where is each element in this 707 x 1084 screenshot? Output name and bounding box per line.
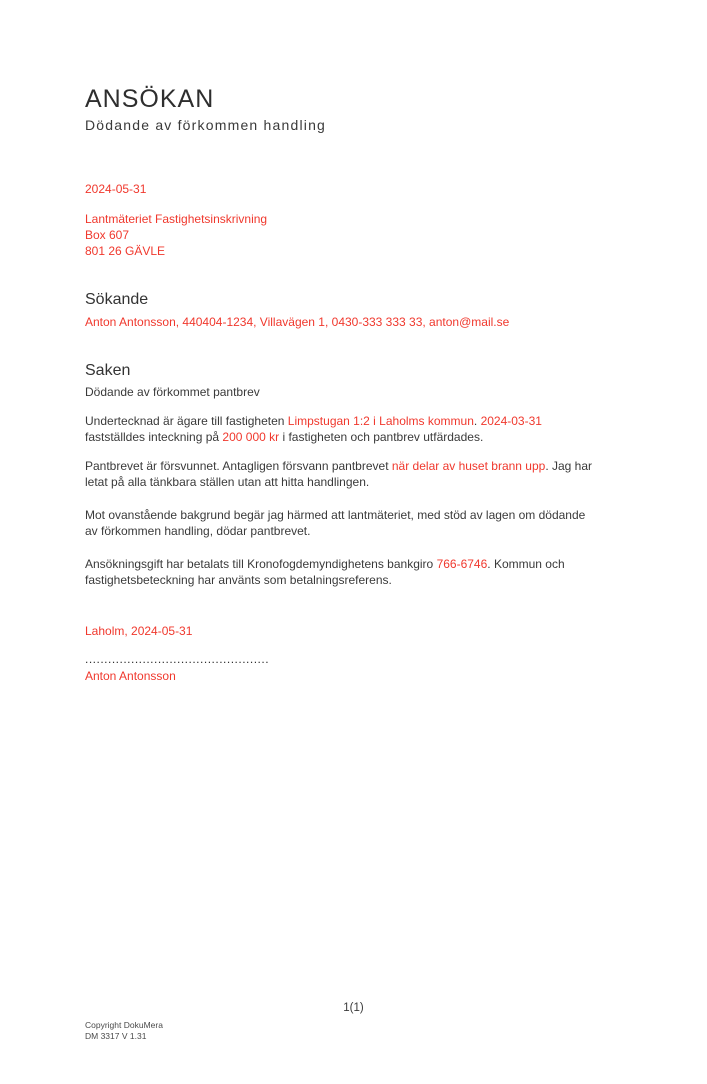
static-text: . [473, 414, 481, 428]
signature-place-date: Laholm, 2024-05-31 [85, 624, 193, 638]
letter-date: 2024-05-31 [85, 182, 147, 196]
static-text: Ansökningsgift har betalats till Kronofogdemyndighetens bankgiro [85, 557, 437, 571]
body-paragraph-request [85, 508, 647, 539]
paragraph-line: Mot ovanstående bakgrund begär jag härmed att lantmäteriet, med stöd av lagen om dödande [85, 508, 586, 522]
filled-field-mortgage-date: 2024-03-31 [480, 414, 542, 428]
static-text: fastställdes inteckning på [85, 429, 223, 444]
footer-copyright-line2: DM 3317 V 1.31 [85, 1030, 147, 1041]
section-heading-sokande: Sökande [85, 291, 149, 308]
document-title: ANSÖKAN [85, 85, 215, 113]
body-paragraph-ownership [85, 414, 647, 445]
signature-dotted-line: ................................................ [85, 652, 270, 666]
static-text: . Kommun och [487, 557, 565, 571]
filled-field-loss-reason: när delar av huset brann upp [391, 459, 546, 473]
footer-copyright-line1: Copyright DokuMera [85, 1020, 163, 1030]
filled-field-bankgiro: 766-6746 [436, 557, 488, 571]
applicant-info: Anton Antonsson, 440404-1234, Villavägen 1, 0430-333 333 33, anton@mail.se [85, 315, 510, 329]
body-paragraph-lost [85, 459, 647, 490]
paragraph-line [85, 557, 647, 573]
paragraph-line: av förkommen handling, dödar pantbrevet. [85, 523, 311, 538]
recipient-city: 801 26 GÄVLE [85, 244, 166, 258]
static-text: i fastigheten och pantbrev utfärdades. [279, 429, 484, 444]
paragraph-line [85, 414, 647, 430]
section-heading-saken: Saken [85, 362, 131, 379]
recipient-address [85, 211, 647, 259]
recipient-box: Box 607 [85, 228, 130, 242]
filled-field-amount: 200 000 kr [222, 429, 280, 444]
paragraph-line [85, 430, 647, 446]
paragraph-line: letat på alla tänkbara ställen utan att hitta handlingen. [85, 474, 370, 489]
static-text: Undertecknad är ägare till fastigheten [85, 414, 288, 428]
paragraph-line [85, 459, 647, 475]
static-text: Pantbrevet är försvunnet. Antagligen försvann pantbrevet [85, 459, 392, 473]
signature-name: Anton Antonsson [85, 669, 176, 683]
recipient-name: Lantmäteriet Fastighetsinskrivning [85, 212, 268, 226]
static-text: . Jag har [545, 459, 593, 473]
paragraph-line: fastighetsbeteckning har använts som betalningsreferens. [85, 572, 392, 587]
body-paragraph-fee [85, 557, 647, 588]
footer-copyright [85, 1020, 163, 1041]
filled-field-property: Limpstugan 1:2 i Laholms kommun [287, 414, 474, 428]
document-page [0, 84, 707, 684]
document-subtitle: Dödande av förkommen handling [85, 117, 327, 133]
subject-value: Dödande av förkommet pantbrev [85, 385, 260, 399]
footer-page-number: 1(1) [343, 1002, 364, 1014]
